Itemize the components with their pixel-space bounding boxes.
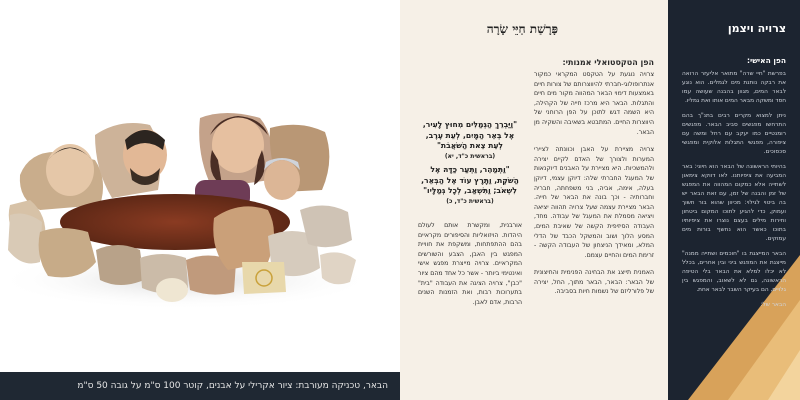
sidebar-paragraph: ניתן למצוא מקרים רבים בתנ"ך בהם התרחשו מפגשים סביב הבאר. מפגשים רומנטיים כמו יעקב עם רחל ומשה עם ציפורה, מפגשי התגלות אלוקית ומפגשי סכסוכים. [682,113,786,155]
quote-line: "וַיַּבְרֵךְ הַגְּמַלִּים מִחוּץ לָעִיר, [422,120,518,129]
sidebar-paragraph: הבאר של: [760,302,786,308]
page-title: פָּרָשַׁת חַיֵּי שָׂרָה [486,22,558,36]
artist-sidebar [668,0,800,400]
sidebar-paragraph: בפרשת "חיי שרה" מתואר אליעזר הרואה את רבקה נותנת מים לגמלים. הוא נוגע לבאר המים, מגוון בהבנה שעושה עמו חסד ומשקה מבאר המים אותו ואת גמליו. [682,71,786,104]
quote-line: הַשֹּׁקֶת, וַתָּרָץ עוֹד אֶל הַבְּאֵר, [421,175,519,185]
quote-source: (בראשית כ"ד, יא) [444,152,496,160]
sidebar-paragraph: הבאר המייצגת בו "חוכמים ושתייה ממנה" מייצגת את המפגש ביני ובין אחרים, בכלל לא יכלו למלא את הבאר בלי הטיפה הראשונה, גם לא לשאוב, והמפגש בין גלויים, הם בעיקר השבר לבאר אחת. [682,251,786,293]
sidebar-paragraph: בהיותי הראשונה של הבאר הוא חיוני: באר המביעה את ציפיותנו. לאו דווקא צימאון לשתייה אלא כמקום המהווה את המפגש של זמן והבנה של זמן, עם זאת הבאר יש בה ביטוי לגילוי: מכיוון שהוא בור חשוך ועמוק, כדי להגיע לתוכו המקום ביטחון וחירות מילים בעצם נוצרו את ציפיותיו בתוכו כאשר הוא נחשף בורות מים עמוקים. [682,164,786,242]
quote-source: (בראשית כ"ד, כ) [446,197,494,205]
left-column [418,120,522,307]
sidebar-subtitle: הפן האישי: [747,56,786,65]
right-paragraph-1: צרויה נוגעת על הטקסט המקראי כמקור אנתרופולוגי-חברתי להיווצרותם של צורות חיים באמצעות דימוי הבאר המהווה מקור מים חיים והתגלות. הבאר היא מרכז חייה של הקהילה, היא השמה דגש לתוכן על הפן הרוחני של היווצרות החיים. המתבטא בשאיבה והשקיה מן הבאר. [534,71,654,136]
right-paragraph-2: צרויה מציירת על האבן וכוונתה לציירי המערות ולצורך של האדם לקיים יצירה ולהמשכיות. היא מציירת על האבנים דיוקנאות של המעגל החברתי שלה: דיוקן עצמי, דיוקן בעלה, אימה, אביה, בני משפחתה, חבריה וחברותיה - וכך בונה את הבאר של חייה. הבאר מציירת עצמה שעל צרויה תהווה יציאה ויציאה מסמלת את המעגל של עבודה. מחד, העבודה הסיזיפית הקשה של שאיבת המים, המסע הלוך ושוב והמשקל הכבד של הדלי המלא, ומאידך הניצחון של העבודה הקשה - זרימת המים והחיים עצמם. [534,146,654,259]
text-page [400,0,668,400]
quote-line: לִשְׁאֹב; וַתִּשְׁאַב, לְכָל גְּמַלָּיו" [423,186,517,195]
quote-line: לְעֵת צֵאת הַשֹּׁאֲבֹת" [436,141,504,150]
artwork-photo [0,0,400,372]
verse-quote-1 [418,120,522,207]
stone-well-artwork [0,0,400,372]
artwork-caption: הבאר, טכניקה מעורבת: ציור אקרילי על אבנים, קוטר 100 ס"מ על גובה 50 ס"מ [0,372,400,400]
quote-line: אֶל בְּאֵר הַמָּיִם, לְעֵת עֶרֶב, [425,130,515,140]
quote-line: "וַתְּמַהֵר, וַתְּעַר כַּדָּהּ אֶל [430,165,510,174]
right-column [534,70,654,297]
artist-name: צרויה ויצמן [727,22,786,35]
left-paragraph: אורבנית, ומקשרת אותם לעולם היהדות. הויזואליות והסיפורים מקראיים בהם ההתפתחות, ומשקפת את חוויית המפגש בין האבן, הצבע והשורשים המקראיים. צרויה מייצרת מפגש אישי ואינטימי ביותר - אשר כל אחד מהם ציור "כבן", צרויה הציגה את העבודה "בית" בתערוכות רבות, ואת הזמנות השנים הרבות, אדם לאבן. [418,222,522,306]
section-heading: הפן הטקסטואלי אמנותי: [562,58,654,67]
right-paragraph-3: האמנית תייצג את הבחינה הפנימית והחיצונית של הבאר: הבאר, הבאר מתוך, החל, יצירה של פלורליזם של נשמות חיות בסביבה. [534,269,654,296]
sidebar-body [682,70,786,310]
